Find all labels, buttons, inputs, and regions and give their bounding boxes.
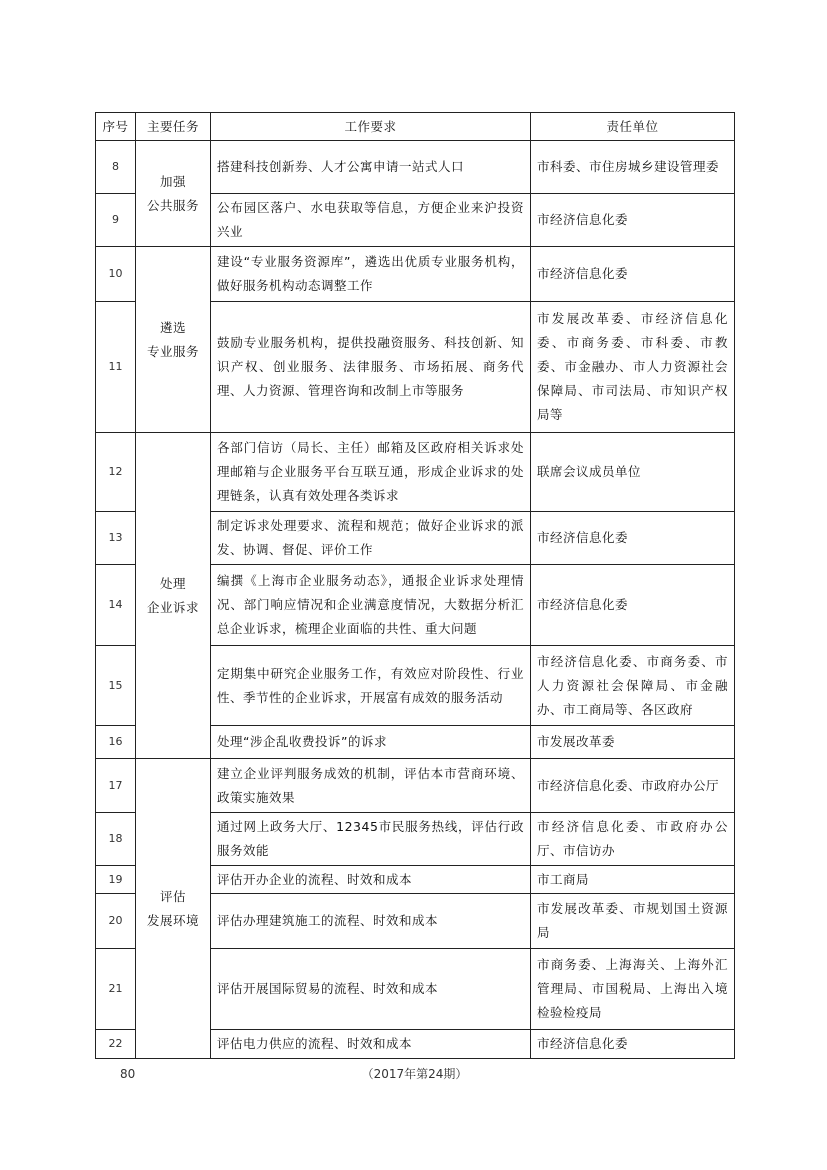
responsible-unit: 市经济信息化委 [531, 565, 735, 646]
issue-label: （2017年第24期） [361, 1067, 468, 1081]
work-requirement: 编撰《上海市企业服务动态》，通报企业诉求处理情况、部门响应情况和企业满意度情况，大数据分析汇总企业诉求，梳理企业面临的共性、重大问题 [211, 565, 531, 646]
main-task-line: 企业诉求 [146, 599, 199, 615]
table-row [96, 759, 735, 813]
row-number: 14 [96, 565, 136, 646]
responsible-unit: 市发展改革委、市经济信息化委、市商务委、市科委、市教委、市金融办、市人力资源社会保障局、市司法局、市知识产权局等 [531, 302, 735, 433]
responsible-unit: 市商务委、上海海关、上海外汇管理局、市国税局、上海出入境检验检疫局 [531, 949, 735, 1030]
row-number: 12 [96, 433, 136, 512]
main-task-cell [136, 759, 211, 1059]
row-number: 21 [96, 949, 136, 1030]
work-requirement: 建立企业评判服务成效的机制，评估本市营商环境、政策实施效果 [211, 759, 531, 813]
header-task: 主要任务 [136, 113, 211, 141]
work-requirement: 搭建科技创新券、人才公寓申请一站式人口 [211, 141, 531, 194]
header-requirement: 工作要求 [211, 113, 531, 141]
row-number: 17 [96, 759, 136, 813]
row-number: 11 [96, 302, 136, 433]
header-num: 序号 [96, 113, 136, 141]
row-number: 10 [96, 247, 136, 302]
work-requirement: 通过网上政务大厅、12345市民服务热线，评估行政服务效能 [211, 813, 531, 866]
responsible-unit: 市科委、市住房城乡建设管理委 [531, 141, 735, 194]
table-row [96, 433, 735, 512]
responsible-unit: 市经济信息化委 [531, 1030, 735, 1059]
row-number: 22 [96, 1030, 136, 1059]
main-task-cell [136, 247, 211, 433]
work-requirement: 评估办理建筑施工的流程、时效和成本 [211, 894, 531, 949]
main-task-line: 公共服务 [146, 197, 199, 213]
responsible-unit: 市经济信息化委、市商务委、市人力资源社会保障局、市金融办、市工商局等、各区政府 [531, 646, 735, 726]
responsible-unit: 市经济信息化委 [531, 194, 735, 247]
table-row [96, 247, 735, 302]
footer-spacer [467, 1065, 734, 1083]
responsible-unit: 联席会议成员单位 [531, 433, 735, 512]
main-task-cell [136, 141, 211, 247]
work-requirement: 评估电力供应的流程、时效和成本 [211, 1030, 531, 1059]
row-number: 16 [96, 726, 136, 759]
table-header-row [96, 113, 735, 141]
responsible-unit: 市经济信息化委 [531, 247, 735, 302]
row-number: 18 [96, 813, 136, 866]
row-number: 15 [96, 646, 136, 726]
work-requirement: 建设“专业服务资源库”，遴选出优质专业服务机构，做好服务机构动态调整工作 [211, 247, 531, 302]
work-requirement: 评估开办企业的流程、时效和成本 [211, 866, 531, 894]
header-unit: 责任单位 [531, 113, 735, 141]
work-requirement: 处理“涉企乱收费投诉”的诉求 [211, 726, 531, 759]
row-number: 20 [96, 894, 136, 949]
main-task-line: 加强 [159, 173, 186, 189]
work-requirement: 评估开展国际贸易的流程、时效和成本 [211, 949, 531, 1030]
responsible-unit: 市经济信息化委、市政府办公厅、市信访办 [531, 813, 735, 866]
task-table [95, 112, 735, 1059]
page-footer [95, 1065, 734, 1083]
row-number: 9 [96, 194, 136, 247]
row-number: 8 [96, 141, 136, 194]
responsible-unit: 市经济信息化委 [531, 512, 735, 565]
work-requirement: 公布园区落户、水电获取等信息，方便企业来沪投资兴业 [211, 194, 531, 247]
table-row [96, 141, 735, 194]
main-task-line: 遴选 [159, 319, 186, 335]
work-requirement: 鼓励专业服务机构，提供投融资服务、科技创新、知识产权、创业服务、法律服务、市场拓展、商务代理、人力资源、管理咨询和改制上市等服务 [211, 302, 531, 433]
work-requirement: 各部门信访（局长、主任）邮箱及区政府相关诉求处理邮箱与企业服务平台互联互通，形成企业诉求的处理链条，认真有效处理各类诉求 [211, 433, 531, 512]
main-task-line: 评估 [159, 888, 186, 904]
row-number: 13 [96, 512, 136, 565]
responsible-unit: 市发展改革委、市规划国土资源局 [531, 894, 735, 949]
row-number: 19 [96, 866, 136, 894]
responsible-unit: 市发展改革委 [531, 726, 735, 759]
main-task-line: 发展环境 [146, 912, 199, 928]
main-task-line: 专业服务 [146, 343, 199, 359]
main-task-line: 处理 [159, 575, 186, 591]
responsible-unit: 市经济信息化委、市政府办公厅 [531, 759, 735, 813]
work-requirement: 制定诉求处理要求、流程和规范；做好企业诉求的派发、协调、督促、评价工作 [211, 512, 531, 565]
main-task-cell [136, 433, 211, 759]
work-requirement: 定期集中研究企业服务工作，有效应对阶段性、行业性、季节性的企业诉求，开展富有成效的服务活动 [211, 646, 531, 726]
responsible-unit: 市工商局 [531, 866, 735, 894]
page-number: 80 [120, 1067, 136, 1081]
